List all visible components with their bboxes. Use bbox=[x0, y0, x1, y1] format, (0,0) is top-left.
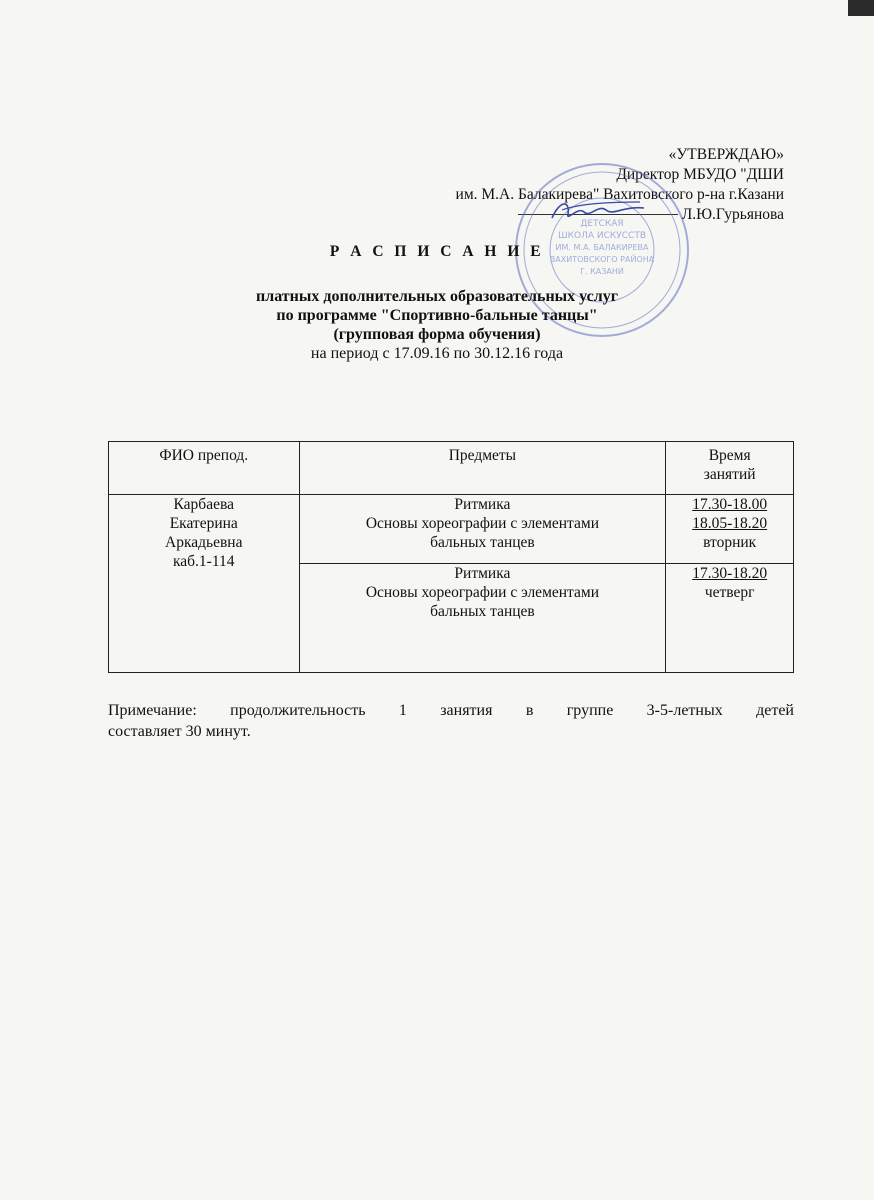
header-time-line2: занятий bbox=[703, 466, 756, 483]
subject-line: бальных танцев bbox=[430, 534, 535, 551]
time-cell bbox=[666, 564, 794, 673]
weekday: вторник bbox=[703, 534, 757, 551]
subject-line: Ритмика bbox=[454, 496, 511, 513]
approval-heading: «УТВЕРЖДАЮ» bbox=[668, 146, 784, 163]
note-line-1: Примечание: продолжительность 1 занятия в группе 3-5-летных детей bbox=[108, 702, 794, 719]
header-time-line1: Время bbox=[708, 447, 751, 464]
table-header-row bbox=[109, 442, 794, 495]
handwritten-signature bbox=[548, 196, 648, 224]
subjects-cell bbox=[299, 564, 666, 673]
scan-corner-mark bbox=[848, 0, 874, 16]
header-time bbox=[666, 442, 794, 495]
stamp-text-1: ДЕТСКАЯ bbox=[580, 219, 624, 229]
document-title: Р А С П И С А Н И Е bbox=[329, 243, 545, 260]
time-slot: 17.30-18.00 bbox=[692, 496, 768, 513]
stamp-text-2: ШКОЛА ИСКУССТВ bbox=[557, 231, 647, 241]
teacher-patronymic: Аркадьевна bbox=[165, 534, 243, 551]
header-teacher: ФИО препод. bbox=[109, 442, 300, 495]
subjects-cell bbox=[299, 495, 666, 564]
teacher-surname: Карбаева bbox=[173, 496, 234, 513]
subject-line: Основы хореографии с элементами bbox=[365, 584, 599, 601]
time-cell bbox=[666, 495, 794, 564]
time-slot: 18.05-18.20 bbox=[692, 515, 768, 532]
subtitle-form: (групповая форма обучения) bbox=[333, 326, 541, 343]
approval-position: Директор МБУДО "ДШИ bbox=[616, 166, 784, 183]
note-paragraph bbox=[108, 700, 794, 742]
approval-organization: им. М.А. Балакирева" Вахитовского р-на г.Казани bbox=[455, 186, 784, 203]
subtitle-period: на период с 17.09.16 по 30.12.16 года bbox=[310, 345, 564, 362]
table-row bbox=[109, 495, 794, 564]
subject-line: Основы хореографии с элементами bbox=[365, 515, 599, 532]
subject-line: Ритмика bbox=[454, 565, 511, 582]
subtitle-program: по программе "Спортивно-бальные танцы" bbox=[276, 307, 598, 324]
weekday: четверг bbox=[704, 584, 755, 601]
teacher-cell bbox=[109, 495, 300, 673]
stamp-text-4: ВАХИТОВСКОГО РАЙОНА bbox=[549, 255, 655, 264]
time-slot: 17.30-18.20 bbox=[692, 565, 768, 582]
teacher-room: каб.1-114 bbox=[172, 553, 235, 570]
subtitle-services: платных дополнительных образовательных услуг bbox=[256, 288, 618, 305]
header-subjects: Предметы bbox=[299, 442, 666, 495]
subject-line: бальных танцев bbox=[430, 603, 535, 620]
schedule-table bbox=[108, 441, 794, 673]
note-line-2: составляет 30 минут. bbox=[108, 723, 251, 740]
stamp-text-3: ИМ. М.А. БАЛАКИРЕВА bbox=[555, 243, 649, 252]
stamp-text-5: Г. КАЗАНИ bbox=[580, 267, 624, 276]
teacher-name: Екатерина bbox=[169, 515, 238, 532]
approval-signer: Л.Ю.Гурьянова bbox=[681, 206, 784, 223]
document-subtitle bbox=[0, 287, 874, 363]
